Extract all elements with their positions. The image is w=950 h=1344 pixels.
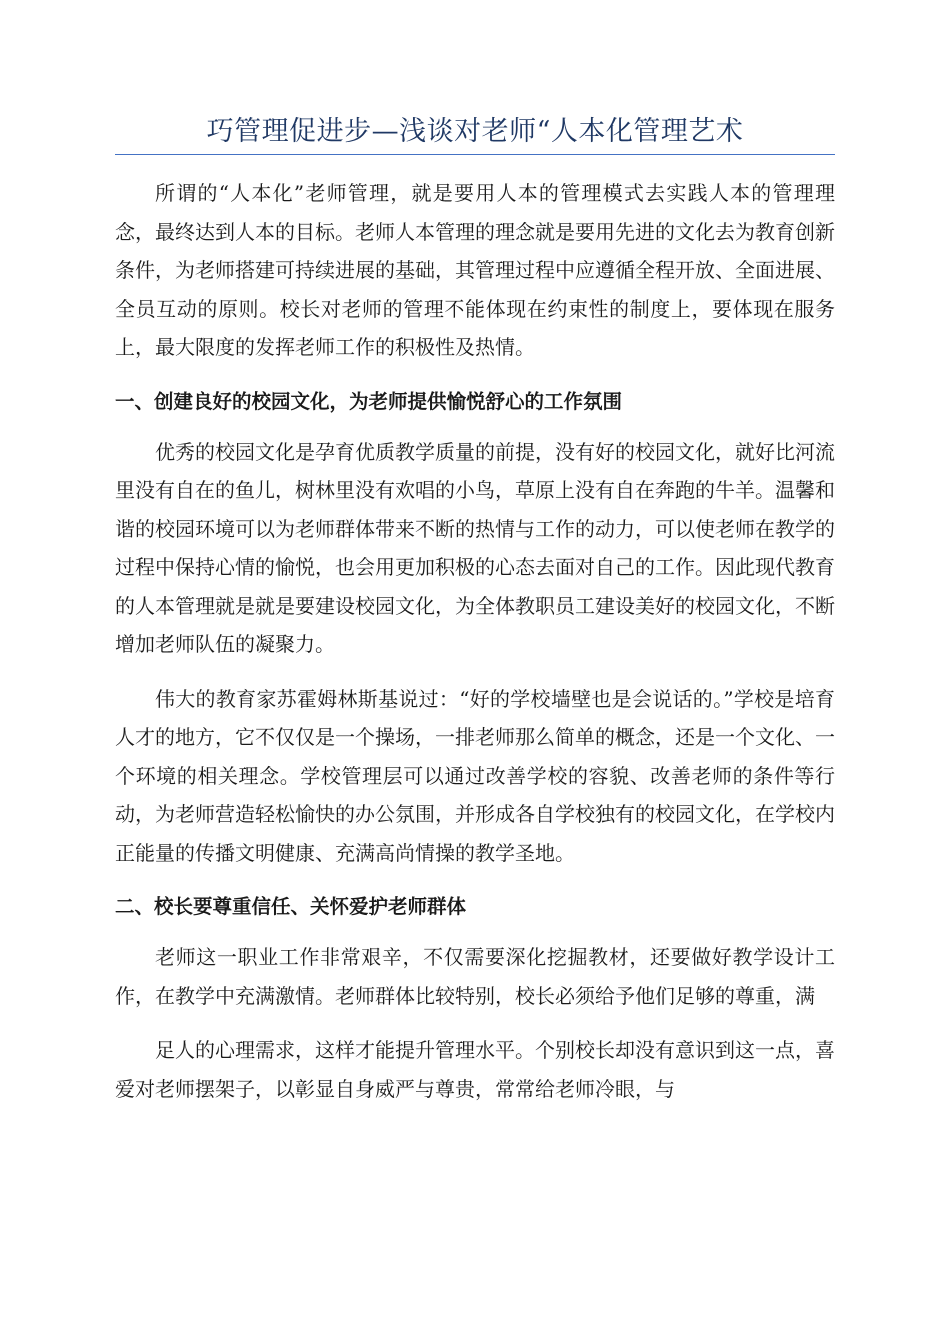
intro-paragraph: 所谓的“人本化”老师管理，就是要用人本的管理模式去实践人本的管理理念，最终达到人本的目标。老师人本管理的理念就是要用先进的文化去为教育创新条件，为老师搭建可持续进展的基础，其管理过程中应遵循全程开放、全面进展、全员互动的原则。校长对老师的管理不能体现在约束性的制度上，要体现在服务上，最大限度的发挥老师工作的积极性及热情。 (115, 181, 835, 359)
body-paragraph: 足人的心理需求，这样才能提升管理水平。个别校长却没有意识到这一点，喜爱对老师摆架子，以彰显自身威严与尊贵，常常给老师冷眼，与 (115, 1038, 835, 1101)
document-title: 巧管理促进步—浅谈对老师“人本化管理艺术 (206, 116, 744, 147)
body-paragraph: 老师这一职业工作非常艰辛，不仅需要深化挖掘教材，还要做好教学设计工作，在教学中充满激情。老师群体比较特别，校长必须给予他们足够的尊重，满 (115, 945, 835, 1008)
section-heading-1: 一、创建良好的校园文化，为老师提供愉悦舒心的工作氛围 (115, 389, 623, 413)
body-paragraph: 伟大的教育家苏霍姆林斯基说过：“好的学校墙壁也是会说话的。”学校是培育人才的地方，它不仅仅是一个操场，一排老师那么简单的概念，还是一个文化、一个环境的相关理念。学校管理层可以通过改善学校的容貌、改善老师的条件等行动，为老师营造轻松愉快的办公氛围，并形成各自学校独有的校园文化，在学校内正能量的传播文明健康、充满高尚情操的教学圣地。 (115, 686, 835, 865)
section-heading-2: 二、校长要尊重信任、关怀爱护老师群体 (115, 895, 467, 918)
document-body (115, 174, 835, 1124)
body-paragraph: 优秀的校园文化是孕育优质教学质量的前提，没有好的校园文化，就好比河流里没有自在的鱼儿，树林里没有欢唱的小鸟，草原上没有自在奔跑的牛羊。温馨和谐的校园环境可以为老师群体带来不断的热情与工作的动力，可以使老师在教学的过程中保持心情的愉悦，也会用更加积极的心态去面对自己的工作。因此现代教育的人本管理就是就是要建设校园文化，为全体教职员工建设美好的校园文化，不断增加老师队伍的凝聚力。 (115, 439, 835, 656)
title-underline (115, 154, 835, 155)
